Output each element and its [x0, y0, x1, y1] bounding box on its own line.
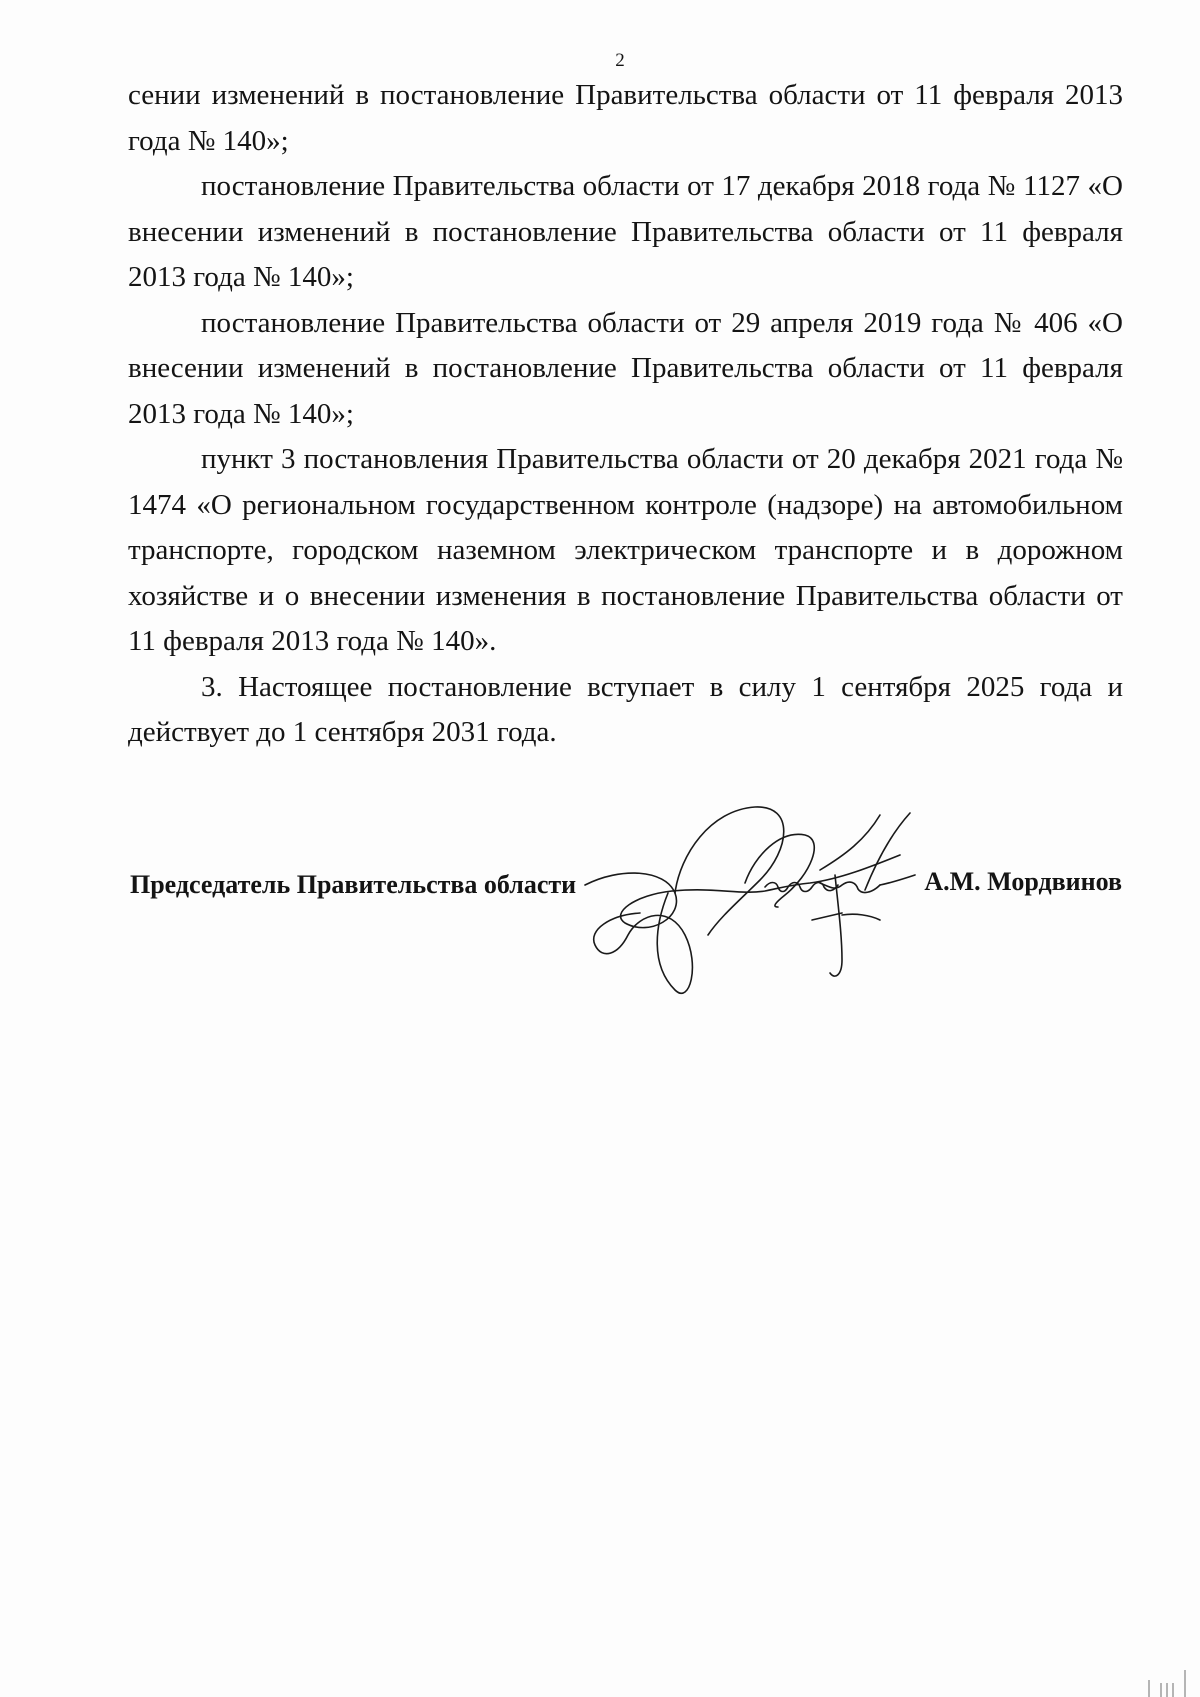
handwritten-signature	[580, 795, 940, 1000]
scan-artifact	[1172, 1683, 1174, 1697]
paragraph-effective-date: 3. Настоящее постановление вступает в силу 1 сентября 2025 года и действует до 1 сентября 2031 года.	[128, 670, 1123, 748]
scan-artifact	[1166, 1683, 1168, 1697]
paragraph-item: постановление Правительства области от 29 апреля 2019 года № 406 «О внесении изменений в постановление Правительства области от 11 февраля 2013 года № 140»;	[128, 306, 1123, 430]
paragraph-item: постановление Правительства области от 17 декабря 2018 года № 1127 «О внесении изменений в постановление Правительства области от 11 февраля 2013 года № 140»;	[128, 170, 1123, 293]
paragraph-continuation: сении изменений в постановление Правительства области от 11 февраля 2013 года № 140»;	[128, 79, 1123, 157]
scan-artifact	[1160, 1683, 1162, 1697]
document-body	[128, 73, 1123, 756]
scan-artifact	[1184, 1670, 1186, 1697]
scan-artifact	[1148, 1680, 1150, 1697]
page-number: 2	[615, 50, 625, 71]
paragraph-item: пункт 3 постановления Правительства области от 20 декабря 2021 года № 1474 «О региональном государственном контроле (надзоре) на автомобильном транспорте, городском наземном электрическом транспорте и в дорожном хозяйстве и о внесении изменения в постановление Правительства области от 11 февраля 2013 года № 140».	[128, 443, 1123, 657]
signer-position: Председатель Правительства области	[130, 870, 577, 899]
signer-name: А.М. Мордвинов	[924, 867, 1122, 896]
